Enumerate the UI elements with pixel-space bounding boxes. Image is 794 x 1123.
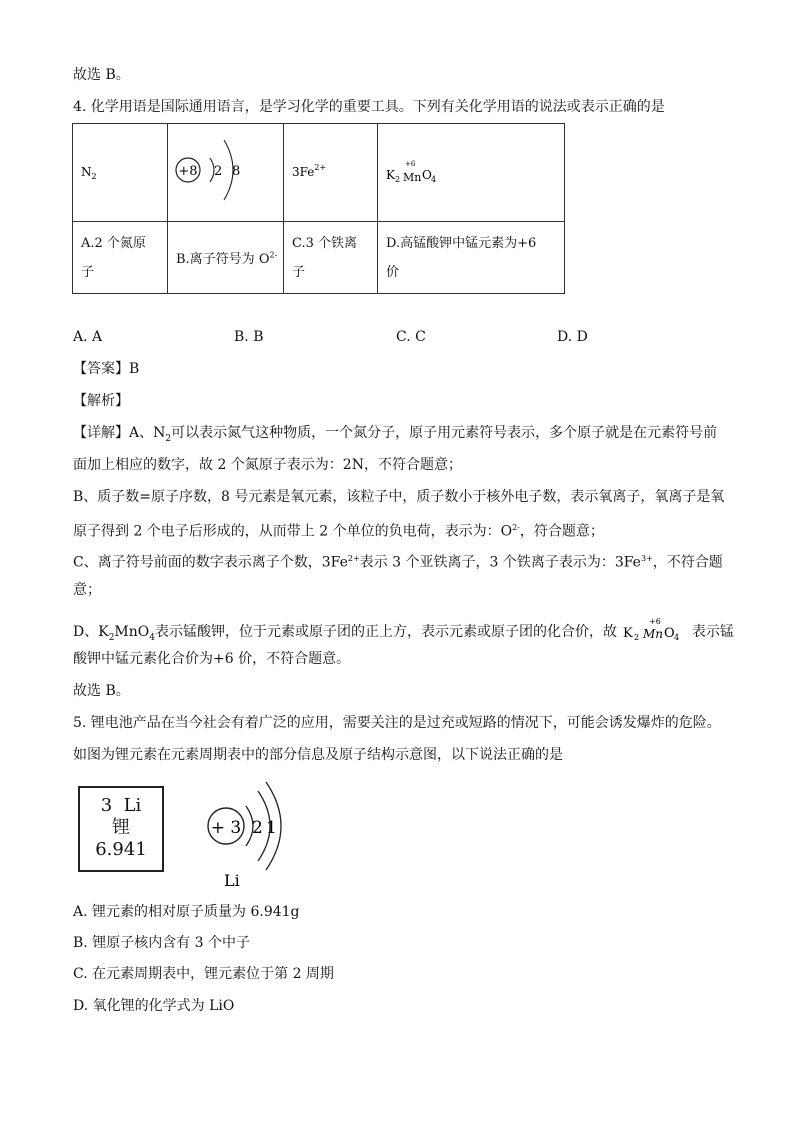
svg-text:2: 2 [634,633,640,642]
svg-text:4: 4 [674,633,680,642]
detail-line-6: 意； [73,582,101,598]
lithium-periodic-cell [78,786,164,872]
o-symbol: O [422,167,432,182]
q5-option-d: D. 氧化锂的化学式为 LiO [73,998,235,1014]
detail-line-7: D、$K_2MnO_4$表示锰酸钾，位于元素或原子团的正上方，表示元素或原子团的化合价，故 K 2 +6 Mn O 4 表示锰 [73,617,734,648]
n2-base: N [81,164,92,179]
q5-option-b: B. 锂原子核内含有 3 个中子 [73,935,250,951]
oxygen-ion-structure-icon [168,124,283,217]
lithium-atom-structure-icon [196,776,296,892]
cell-option-c: C.3 个铁离子 [284,222,378,294]
ion-nucleus: +8 [178,164,198,179]
cell-option-b [168,222,284,294]
lithium-atom-label: Li [224,871,240,890]
detail-line-3: B、质子数=原子序数，8 号元素是氧元素，该粒子中，质子数小于核外电子数，表示氧离子，氧离子是氧 [73,489,725,505]
n2-sub: 2 [91,171,97,181]
analysis-label: 【解析】 [73,393,129,409]
o-sub: 4 [431,174,437,184]
k2mno4-formula [386,155,466,187]
detail-line-1: 【详解】A、$N_2$可以表示氮气这种物质，一个氮分子，原子用元素符号表示，多个原子就是在元素符号前 [73,425,718,444]
q5-option-c: C. 在元素周期表中，锂元素位于第 2 周期 [73,966,334,982]
option-b-text: B.离子符号为 O [176,252,270,267]
mn-valence: +6 [405,159,416,168]
k-sub: 2 [395,174,401,184]
question-4-table [72,123,565,294]
cell-option-d: D.高锰酸钾中锰元素为+6 价 [378,222,565,294]
question-4-stem: 4. 化学用语是国际通用语言，是学习化学的重要工具。下列有关化学用语的说法或表示正确的是 [73,99,665,115]
detail-line-2: 面加上相应的数字，故 2 个氮原子表示为：2N，不符合题意； [73,457,462,473]
cell-ion-diagram [168,124,284,222]
cell-option-a: A.2 个氮原子 [73,222,168,294]
fe-formula [292,160,362,182]
q4-option-a: A. A [73,329,103,345]
cell-k2mno4 [378,124,565,222]
detail-line-4: 原子得到 2 个电子后形成的，从而带上 2 个单位的负电荷，表示为：$O^{2-}$，符合题意； [73,523,604,540]
q4-option-c: C. C [396,329,426,345]
svg-text:O: O [664,626,676,641]
detail-line-5: C、离子符号前面的数字表示离子个数，$3Fe^{2+}$表示 3 个亚铁离子，3 个铁离子表示为：$3Fe^{3+}$，不符合题 [73,554,723,571]
cell-fe [284,124,378,222]
q4-option-d: D. D [557,329,588,345]
previous-answer: 故选 B。 [73,67,130,83]
fe-base: 3Fe [292,164,315,179]
q5-option-a: A. 锂元素的相对原子质量为 6.941g [73,904,300,920]
question-5-stem-1: 5. 锂电池产品在当今社会有着广泛的应用，需要关注的是过充或短路的情况下，可能会诱发爆炸的危险。 [73,715,721,731]
answer-label: 【答案】B [73,361,140,377]
svg-text:N2 [81,165,97,181]
fe-sup: 2+ [314,162,327,172]
lithium-shell-1: 2 [252,818,263,838]
detail-line-9: 故选 B。 [73,683,130,699]
mn-symbol: Mn [403,170,422,184]
k-symbol: K [386,167,395,182]
svg-text:K: K [623,626,634,641]
ion-shell-2: 8 [232,164,241,179]
lithium-shell-2: 1 [266,818,277,838]
option-b-sup: 2- [269,250,278,260]
lithium-number-symbol: 3 Li [100,795,142,816]
lithium-mass: 6.941 [95,839,147,860]
q4-option-b: B. B [234,329,264,345]
n2-formula [81,160,141,182]
question-5-stem-2: 如图为锂元素在元素周期表中的部分信息及原子结构示意图，以下说法正确的是 [73,747,563,763]
detail-line-8: 酸钾中锰元素化合价为+6 价，不符合题意。 [73,651,351,667]
lithium-nucleus: + 3 [210,818,242,838]
inline-k2mno4-formula [621,617,687,645]
svg-text:3Fe2+ [292,163,326,179]
svg-text:Mn: Mn [643,627,664,641]
lithium-name: 锂 [112,817,130,838]
cell-n2 [73,124,168,222]
ion-shell-1: 2 [214,164,223,179]
svg-text:+6: +6 [649,617,662,626]
